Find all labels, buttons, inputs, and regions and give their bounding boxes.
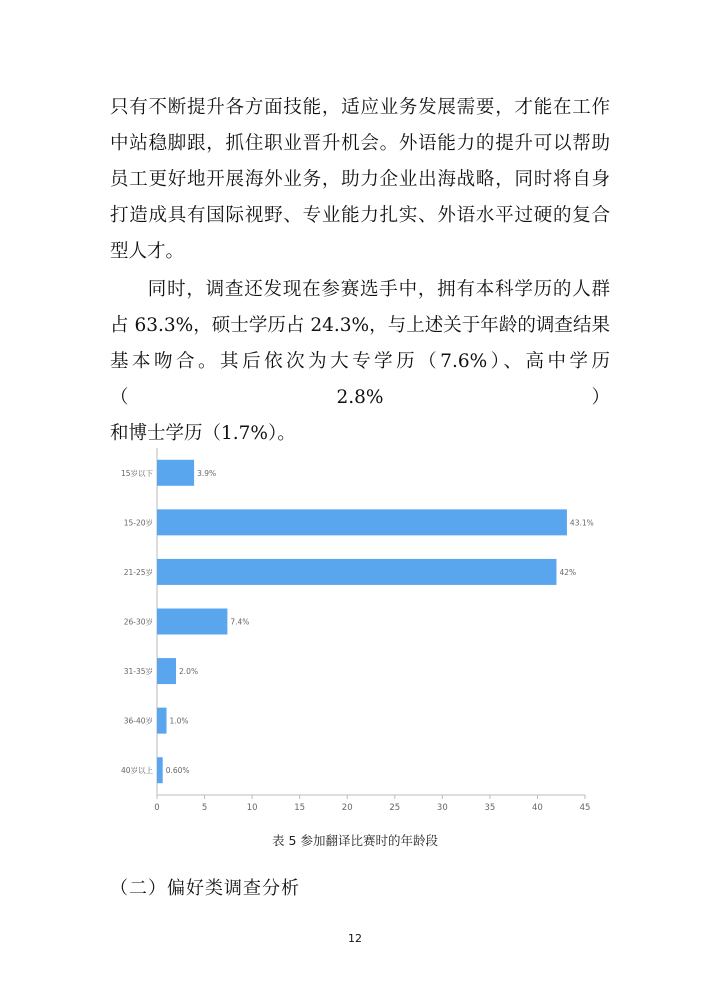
p1-line: 型人才。: [110, 241, 185, 262]
bar: [157, 757, 163, 783]
p1-line: 中站稳脚跟，抓住职业晋升机会。外语能力的提升可以帮助: [110, 133, 610, 154]
x-tick-label: 5: [201, 803, 208, 813]
x-tick-label: 15: [294, 803, 306, 813]
data-label: 2.0%: [179, 667, 199, 677]
bar: [157, 708, 167, 734]
bar: [157, 658, 176, 684]
chart-caption: 表 5 参加翻译比赛时的年龄段: [272, 833, 438, 848]
x-tick-label: 10: [246, 803, 258, 813]
age-bar-chart: [100, 440, 610, 820]
x-tick-label: 30: [436, 803, 448, 813]
page-number: 12: [348, 932, 362, 945]
bar: [157, 460, 194, 486]
data-label: 3.9%: [197, 468, 217, 478]
p2-line: 和博士学历（1.7%）。: [110, 423, 296, 444]
bar: [157, 559, 556, 585]
p2-line: 同时，调查还发现在参赛选手中，拥有本科学历的人群: [147, 279, 610, 300]
category-label: 26-30岁: [123, 617, 153, 627]
p2-line: 占 63.3%，硕士学历占 24.3%，与上述关于年龄的调查结果: [110, 315, 610, 336]
p2-line: 基本吻合。其后依次为大专学历（7.6%）、高中学历（2.8%）: [110, 351, 610, 408]
x-tick-label: 25: [389, 803, 401, 813]
paragraph-2: [110, 272, 610, 452]
data-label: 1.0%: [169, 716, 189, 726]
section-heading: （二）偏好类调查分析: [110, 878, 300, 899]
category-label: 40岁以上: [120, 766, 153, 776]
bar: [157, 609, 227, 635]
category-label: 31-35岁: [123, 667, 153, 677]
x-tick-label: 20: [341, 803, 353, 813]
category-label: 15岁以下: [120, 468, 153, 478]
paragraph-1: [110, 90, 610, 270]
bar: [157, 509, 567, 535]
data-label: 7.4%: [230, 617, 250, 627]
category-label: 21-25岁: [123, 567, 153, 577]
data-label: 43.1%: [569, 518, 594, 528]
data-label: 0.60%: [165, 766, 190, 776]
category-label: 36-40岁: [123, 716, 153, 726]
x-tick-label: 35: [484, 803, 496, 813]
x-tick-label: 45: [579, 803, 591, 813]
data-label: 42%: [559, 567, 577, 577]
x-tick-label: 40: [532, 803, 543, 813]
p1-line: 员工更好地开展海外业务，助力企业出海战略，同时将自身: [110, 169, 610, 190]
p1-line: 只有不断提升各方面技能，适应业务发展需要，才能在工作: [110, 97, 610, 118]
p1-line: 打造成具有国际视野、专业能力扎实、外语水平过硬的复合: [110, 205, 610, 226]
x-tick-label: 0: [154, 803, 160, 813]
category-label: 15-20岁: [123, 518, 153, 528]
